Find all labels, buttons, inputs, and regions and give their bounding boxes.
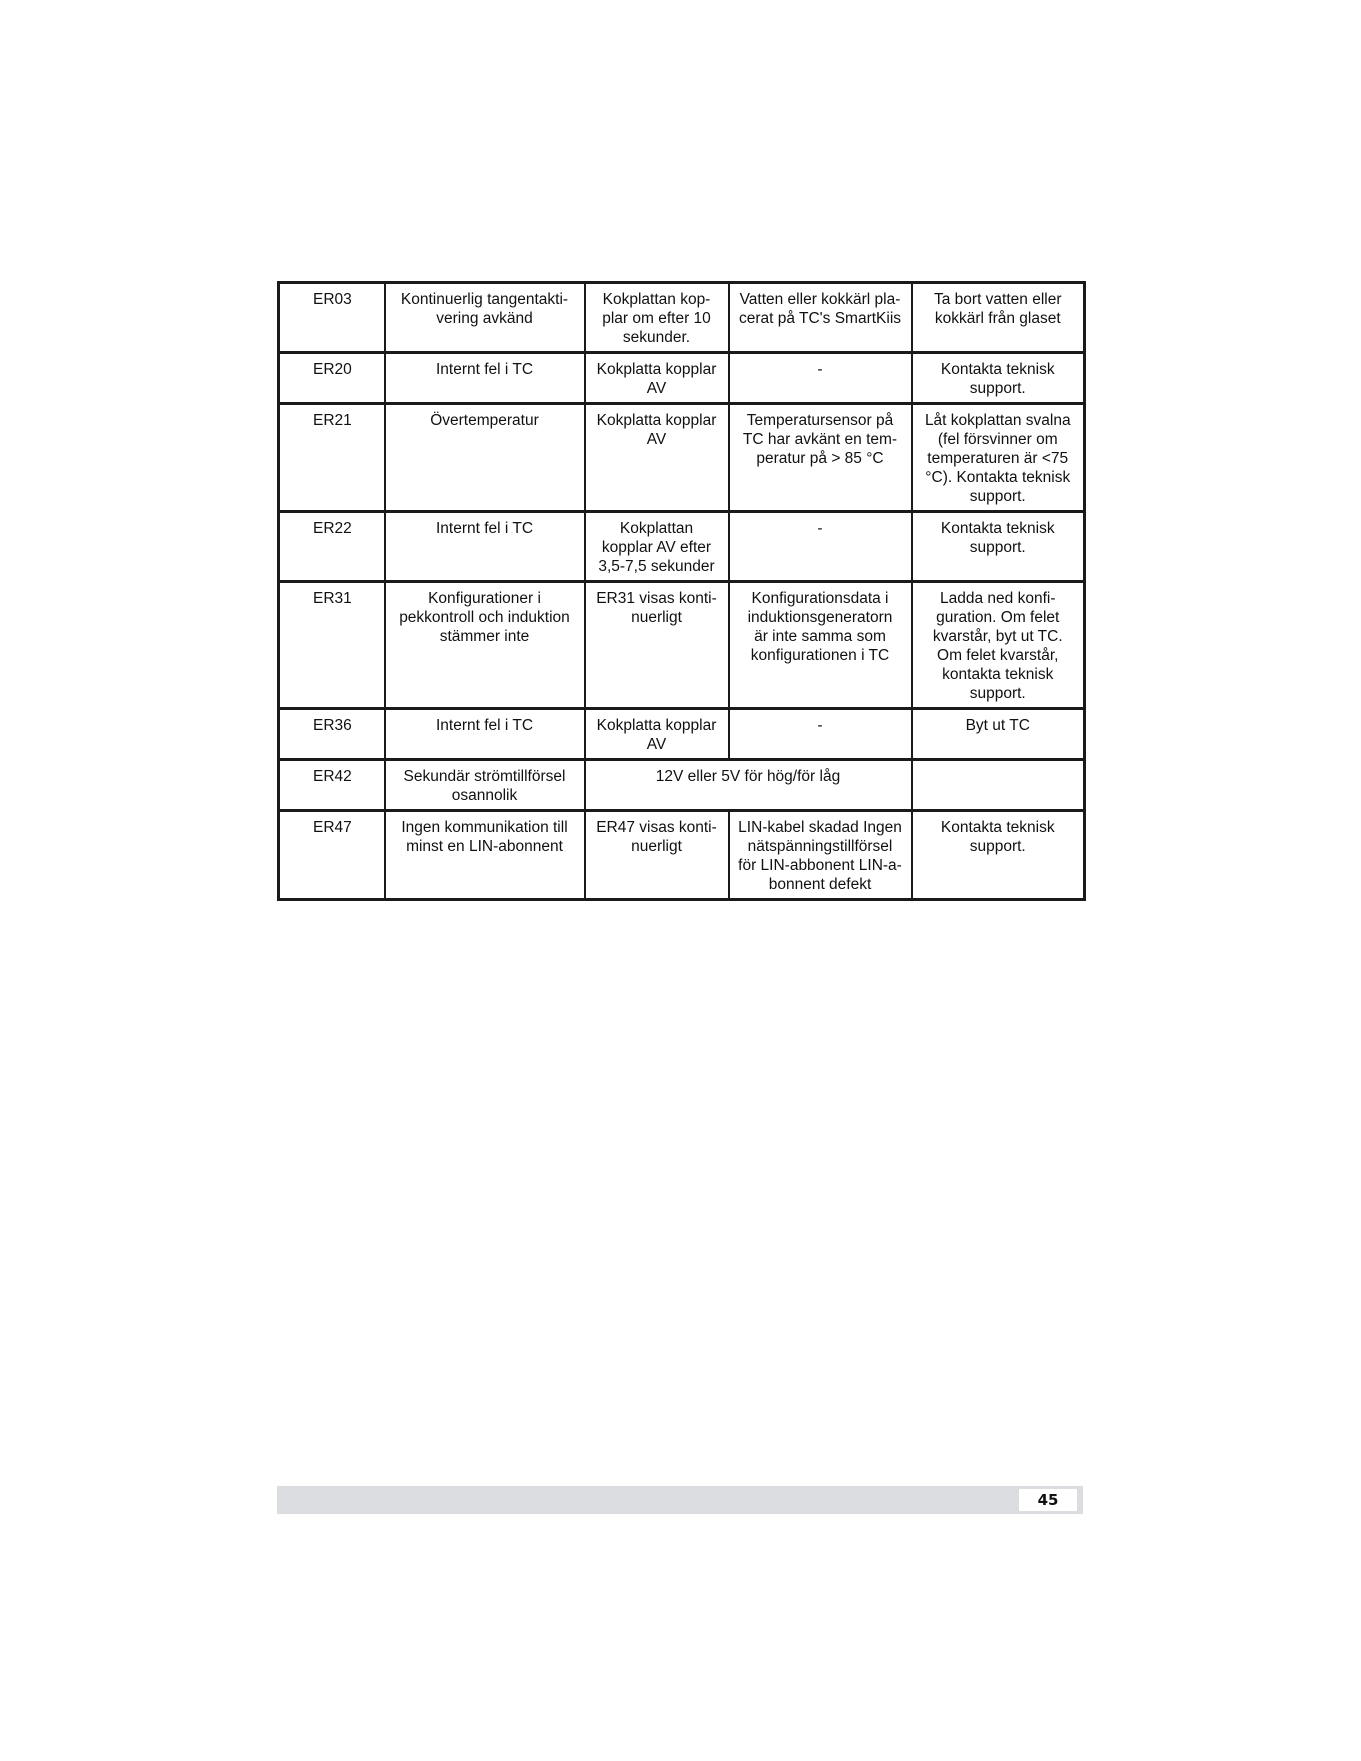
description-cell	[385, 709, 585, 760]
cause-cell	[729, 404, 912, 512]
error-behavior: Kokplattan kop- plar om efter 10 sekunder.	[602, 291, 711, 346]
error-description: Övertemperatur	[430, 412, 539, 429]
remedy-cell	[912, 353, 1085, 404]
error-code-cell	[279, 283, 385, 353]
description-cell	[385, 760, 585, 811]
description-cell	[385, 811, 585, 900]
error-cause: LIN-kabel skadad Ingen nätspänningstillförsel för LIN-abbonent LIN-a- bonnent defekt	[738, 819, 902, 893]
description-cell	[385, 404, 585, 512]
description-cell	[385, 582, 585, 709]
error-behavior: Kokplatta kopplar AV	[596, 412, 717, 448]
error-behavior: ER31 visas konti- nuerligt	[596, 590, 717, 626]
behavior-cell	[585, 353, 729, 404]
cause-cell	[729, 811, 912, 900]
error-code: ER36	[313, 717, 352, 734]
error-remedy: Kontakta teknisk support.	[940, 361, 1055, 397]
page-number: 45	[1019, 1489, 1077, 1511]
error-code-cell	[279, 811, 385, 900]
error-code: ER21	[313, 412, 352, 429]
behavior-cause-merged-cell	[585, 760, 912, 811]
error-cause: -	[817, 717, 823, 734]
page-footer-bar	[277, 1486, 1083, 1514]
error-cause: -	[817, 520, 823, 537]
table-row	[279, 283, 1085, 353]
error-description: Internt fel i TC	[435, 520, 534, 537]
error-description: Konfigurationer i pekkontroll och induktion stämmer inte	[399, 590, 570, 645]
error-description: Ingen kommunikation till minst en LIN-abonnent	[401, 819, 568, 855]
error-remedy: Byt ut TC	[965, 717, 1030, 734]
remedy-cell	[912, 811, 1085, 900]
behavior-cell	[585, 811, 729, 900]
error-description: Sekundär strömtillförsel osannolik	[403, 768, 566, 804]
error-code-cell	[279, 512, 385, 582]
error-behavior: Kokplatta kopplar AV	[596, 717, 717, 753]
error-behavior: ER47 visas konti- nuerligt	[596, 819, 717, 855]
error-code: ER03	[313, 291, 352, 308]
error-code: ER31	[313, 590, 352, 607]
description-cell	[385, 512, 585, 582]
error-remedy: Kontakta teknisk support.	[940, 520, 1055, 556]
error-code-table	[277, 281, 1086, 901]
table-row	[279, 512, 1085, 582]
error-cause: Konfigurationsdata i induktionsgeneratorn är inte samma som konfigurationen i TC	[747, 590, 893, 664]
error-code-cell	[279, 404, 385, 512]
remedy-cell	[912, 283, 1085, 353]
error-cause: Vatten eller kokkärl pla- cerat på TC's SmartKiis	[738, 291, 902, 327]
description-cell	[385, 353, 585, 404]
error-remedy: Kontakta teknisk support.	[940, 819, 1055, 855]
error-code: ER47	[313, 819, 352, 836]
remedy-cell	[912, 709, 1085, 760]
table-row	[279, 582, 1085, 709]
error-description: Internt fel i TC	[435, 361, 534, 378]
error-description: Kontinuerlig tangentakti- vering avkänd	[400, 291, 569, 327]
remedy-cell	[912, 512, 1085, 582]
cause-cell	[729, 283, 912, 353]
behavior-cell	[585, 283, 729, 353]
error-code-cell	[279, 582, 385, 709]
table-row	[279, 811, 1085, 900]
remedy-cell	[912, 404, 1085, 512]
behavior-cell	[585, 512, 729, 582]
behavior-cell	[585, 709, 729, 760]
cause-cell	[729, 709, 912, 760]
behavior-cell	[585, 582, 729, 709]
error-code: ER42	[313, 768, 352, 785]
table-row	[279, 404, 1085, 512]
error-behavior-cause: 12V eller 5V för hög/för låg	[655, 768, 841, 785]
error-remedy: Låt kokplattan svalna (fel försvinner om temperaturen är <75 °C). Kontakta teknisk support.	[924, 412, 1071, 505]
cause-cell	[729, 582, 912, 709]
error-cause: Temperatursensor på TC har avkänt en tem- peratur på > 85 °C	[742, 412, 898, 467]
error-code-cell	[279, 709, 385, 760]
error-code: ER20	[313, 361, 352, 378]
remedy-cell	[912, 582, 1085, 709]
error-code: ER22	[313, 520, 352, 537]
error-code-cell	[279, 353, 385, 404]
table-row	[279, 709, 1085, 760]
error-behavior: Kokplatta kopplar AV	[596, 361, 717, 397]
table-row	[279, 760, 1085, 811]
error-remedy: Ta bort vatten eller kokkärl från glaset	[933, 291, 1062, 327]
behavior-cell	[585, 404, 729, 512]
error-remedy: Ladda ned konfi- guration. Om felet kvarstår, byt ut TC. Om felet kvarstår, kontakta teknisk support.	[932, 590, 1063, 702]
error-code-cell	[279, 760, 385, 811]
error-cause: -	[817, 361, 823, 378]
description-cell	[385, 283, 585, 353]
error-description: Internt fel i TC	[435, 717, 534, 734]
table-row	[279, 353, 1085, 404]
remedy-cell	[912, 760, 1085, 811]
error-behavior: Kokplattan kopplar AV efter 3,5-7,5 sekunder	[598, 520, 715, 575]
cause-cell	[729, 512, 912, 582]
cause-cell	[729, 353, 912, 404]
